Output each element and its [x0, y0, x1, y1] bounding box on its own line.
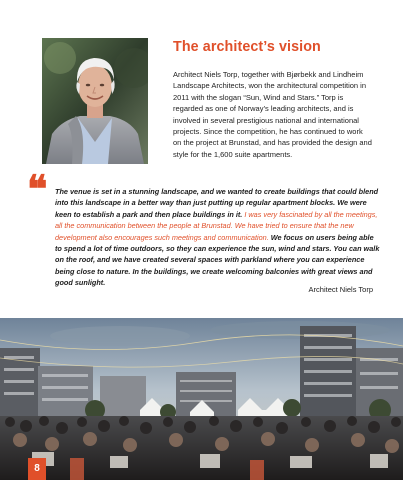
architect-quote	[55, 186, 381, 289]
intro-paragraph: Architect Niels Torp, together with Bjørbekk and Lindheim Landscape Architects, won the architectural competition in 2011 with the slogan “Sun, Wind and Stars.” Torp is regarded as one of Norway’s leading architects, and is involved in several prestigious national and international projects. Since the competition, he has continued to work on the project at Brunstad, and has provided the design and style for the 1,600 suite apartments.	[173, 70, 372, 159]
page-number-badge: 8	[28, 458, 46, 480]
quote-text-part-1: The venue is set in a stunning landscape, and we wanted to create buildings that could blend into this landscape in a better way than just putting up regular apartment blocks. We were keen to establish a park and then place buildings in it.	[55, 187, 379, 219]
quote-highlight: I was very fascinated by all the meetings, all the communication between the people at Brunstad. We have tried to ensure that the new development also encourages such meetings and communication.	[55, 209, 378, 242]
section-heading: The architect’s vision	[173, 39, 321, 55]
quote-mark-icon: ❝	[27, 166, 45, 211]
quote-attribution: Architect Niels Torp	[308, 285, 373, 294]
venue-crowd-photo	[0, 318, 403, 480]
quote-text-part-2: We focus on users being able to spend a lot of time outdoors, so they can experience the sun, wind and stars. You can walk on the roof, and we have created several spaces with parkland where you can experience being close to nature. In the buildings, we create welcoming balconies with great views and good sunlight.	[55, 232, 380, 288]
architect-portrait	[42, 38, 148, 164]
